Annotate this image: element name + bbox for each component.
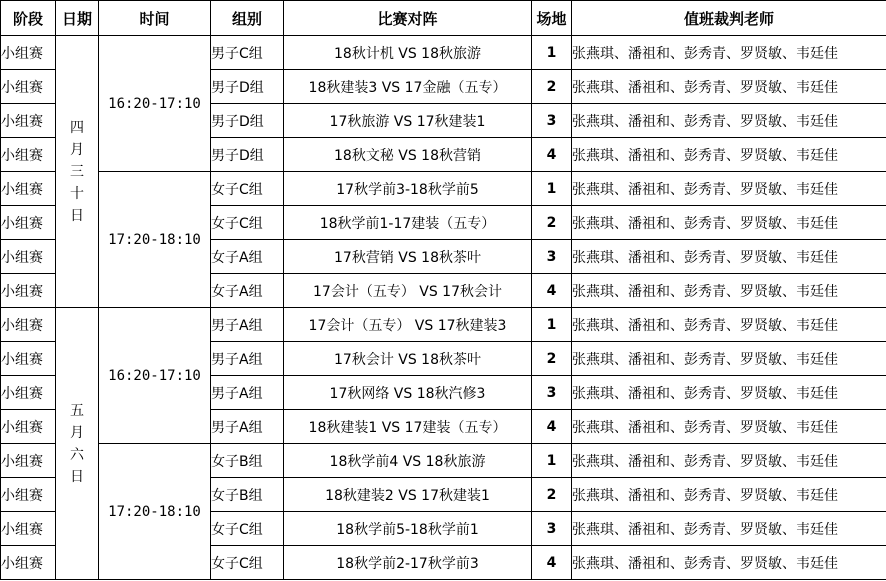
match-cell: 17秋学前3-18秋学前5 — [284, 172, 532, 206]
header-judges: 值班裁判老师 — [572, 1, 886, 36]
date-char: 四 — [70, 119, 84, 136]
stage-cell: 小组赛 — [1, 308, 56, 342]
venue-cell: 2 — [532, 342, 572, 376]
judges-cell: 张燕琪、潘祖和、彭秀青、罗贤敏、韦廷佳 — [572, 172, 886, 206]
judges-cell: 张燕琪、潘祖和、彭秀青、罗贤敏、韦廷佳 — [572, 410, 886, 444]
stage-cell: 小组赛 — [1, 546, 56, 580]
date-char: 六 — [70, 446, 84, 463]
match-cell: 17秋网络 VS 18秋汽修3 — [284, 376, 532, 410]
group-cell: 女子B组 — [211, 478, 284, 512]
venue-cell: 3 — [532, 376, 572, 410]
date-cell-apr30 — [56, 36, 99, 308]
group-cell: 女子A组 — [211, 274, 284, 308]
table-row — [1, 36, 886, 70]
match-cell: 17会计（五专） VS 17秋建装3 — [284, 308, 532, 342]
venue-cell: 1 — [532, 172, 572, 206]
stage-cell: 小组赛 — [1, 376, 56, 410]
time-cell: 17:20-18:10 — [99, 444, 211, 580]
venue-cell: 4 — [532, 138, 572, 172]
venue-cell: 1 — [532, 308, 572, 342]
date-char: 五 — [70, 402, 84, 419]
group-cell: 女子C组 — [211, 206, 284, 240]
header-group: 组别 — [211, 1, 284, 36]
date-char: 日 — [70, 468, 84, 485]
time-cell: 17:20-18:10 — [99, 172, 211, 308]
venue-cell: 2 — [532, 70, 572, 104]
group-cell: 女子C组 — [211, 172, 284, 206]
table-row — [1, 172, 886, 206]
venue-cell: 1 — [532, 444, 572, 478]
match-cell: 17秋旅游 VS 17秋建装1 — [284, 104, 532, 138]
match-cell: 18秋建装3 VS 17金融（五专） — [284, 70, 532, 104]
venue-cell: 3 — [532, 512, 572, 546]
judges-cell: 张燕琪、潘祖和、彭秀青、罗贤敏、韦廷佳 — [572, 512, 886, 546]
date-char: 日 — [70, 207, 84, 224]
venue-cell: 3 — [532, 104, 572, 138]
match-cell: 18秋建装2 VS 17秋建装1 — [284, 478, 532, 512]
stage-cell: 小组赛 — [1, 444, 56, 478]
group-cell: 女子C组 — [211, 546, 284, 580]
group-cell: 男子A组 — [211, 410, 284, 444]
stage-cell: 小组赛 — [1, 138, 56, 172]
group-cell: 女子A组 — [211, 240, 284, 274]
judges-cell: 张燕琪、潘祖和、彭秀青、罗贤敏、韦廷佳 — [572, 546, 886, 580]
judges-cell: 张燕琪、潘祖和、彭秀青、罗贤敏、韦廷佳 — [572, 36, 886, 70]
match-cell: 18秋计机 VS 18秋旅游 — [284, 36, 532, 70]
match-cell: 17秋会计 VS 18秋茶叶 — [284, 342, 532, 376]
judges-cell: 张燕琪、潘祖和、彭秀青、罗贤敏、韦廷佳 — [572, 342, 886, 376]
group-cell: 女子C组 — [211, 512, 284, 546]
judges-cell: 张燕琪、潘祖和、彭秀青、罗贤敏、韦廷佳 — [572, 70, 886, 104]
header-stage: 阶段 — [1, 1, 56, 36]
date-char: 月 — [70, 424, 84, 441]
header-time: 时间 — [99, 1, 211, 36]
group-cell: 女子B组 — [211, 444, 284, 478]
judges-cell: 张燕琪、潘祖和、彭秀青、罗贤敏、韦廷佳 — [572, 274, 886, 308]
match-cell: 18秋学前2-17秋学前3 — [284, 546, 532, 580]
judges-cell: 张燕琪、潘祖和、彭秀青、罗贤敏、韦廷佳 — [572, 308, 886, 342]
venue-cell: 4 — [532, 274, 572, 308]
group-cell: 男子D组 — [211, 138, 284, 172]
table-row — [1, 308, 886, 342]
stage-cell: 小组赛 — [1, 104, 56, 138]
match-cell: 17会计（五专） VS 17秋会计 — [284, 274, 532, 308]
stage-cell: 小组赛 — [1, 240, 56, 274]
group-cell: 男子A组 — [211, 376, 284, 410]
judges-cell: 张燕琪、潘祖和、彭秀青、罗贤敏、韦廷佳 — [572, 206, 886, 240]
match-cell: 17秋营销 VS 18秋茶叶 — [284, 240, 532, 274]
date-char: 十 — [70, 185, 84, 202]
time-cell: 16:20-17:10 — [99, 308, 211, 444]
header-venue: 场地 — [532, 1, 572, 36]
stage-cell: 小组赛 — [1, 206, 56, 240]
stage-cell: 小组赛 — [1, 512, 56, 546]
group-cell: 男子C组 — [211, 36, 284, 70]
date-cell-may6 — [56, 308, 99, 580]
match-cell: 18秋文秘 VS 18秋营销 — [284, 138, 532, 172]
group-cell: 男子D组 — [211, 104, 284, 138]
header-row — [1, 1, 886, 36]
time-cell: 16:20-17:10 — [99, 36, 211, 172]
venue-cell: 1 — [532, 36, 572, 70]
venue-cell: 3 — [532, 240, 572, 274]
group-cell: 男子D组 — [211, 70, 284, 104]
stage-cell: 小组赛 — [1, 36, 56, 70]
stage-cell: 小组赛 — [1, 478, 56, 512]
judges-cell: 张燕琪、潘祖和、彭秀青、罗贤敏、韦廷佳 — [572, 240, 886, 274]
header-match: 比赛对阵 — [284, 1, 532, 36]
stage-cell: 小组赛 — [1, 70, 56, 104]
stage-cell: 小组赛 — [1, 410, 56, 444]
match-cell: 18秋学前5-18秋学前1 — [284, 512, 532, 546]
venue-cell: 4 — [532, 546, 572, 580]
date-char: 月 — [70, 141, 84, 158]
stage-cell: 小组赛 — [1, 172, 56, 206]
judges-cell: 张燕琪、潘祖和、彭秀青、罗贤敏、韦廷佳 — [572, 376, 886, 410]
match-cell: 18秋学前4 VS 18秋旅游 — [284, 444, 532, 478]
group-cell: 男子A组 — [211, 308, 284, 342]
judges-cell: 张燕琪、潘祖和、彭秀青、罗贤敏、韦廷佳 — [572, 444, 886, 478]
judges-cell: 张燕琪、潘祖和、彭秀青、罗贤敏、韦廷佳 — [572, 104, 886, 138]
table-row — [1, 444, 886, 478]
group-cell: 男子A组 — [211, 342, 284, 376]
venue-cell: 2 — [532, 206, 572, 240]
judges-cell: 张燕琪、潘祖和、彭秀青、罗贤敏、韦廷佳 — [572, 138, 886, 172]
header-date: 日期 — [56, 1, 99, 36]
date-char: 三 — [70, 163, 84, 180]
match-cell: 18秋建装1 VS 17建装（五专） — [284, 410, 532, 444]
match-cell: 18秋学前1-17建装（五专） — [284, 206, 532, 240]
venue-cell: 2 — [532, 478, 572, 512]
stage-cell: 小组赛 — [1, 274, 56, 308]
stage-cell: 小组赛 — [1, 342, 56, 376]
judges-cell: 张燕琪、潘祖和、彭秀青、罗贤敏、韦廷佳 — [572, 478, 886, 512]
venue-cell: 4 — [532, 410, 572, 444]
